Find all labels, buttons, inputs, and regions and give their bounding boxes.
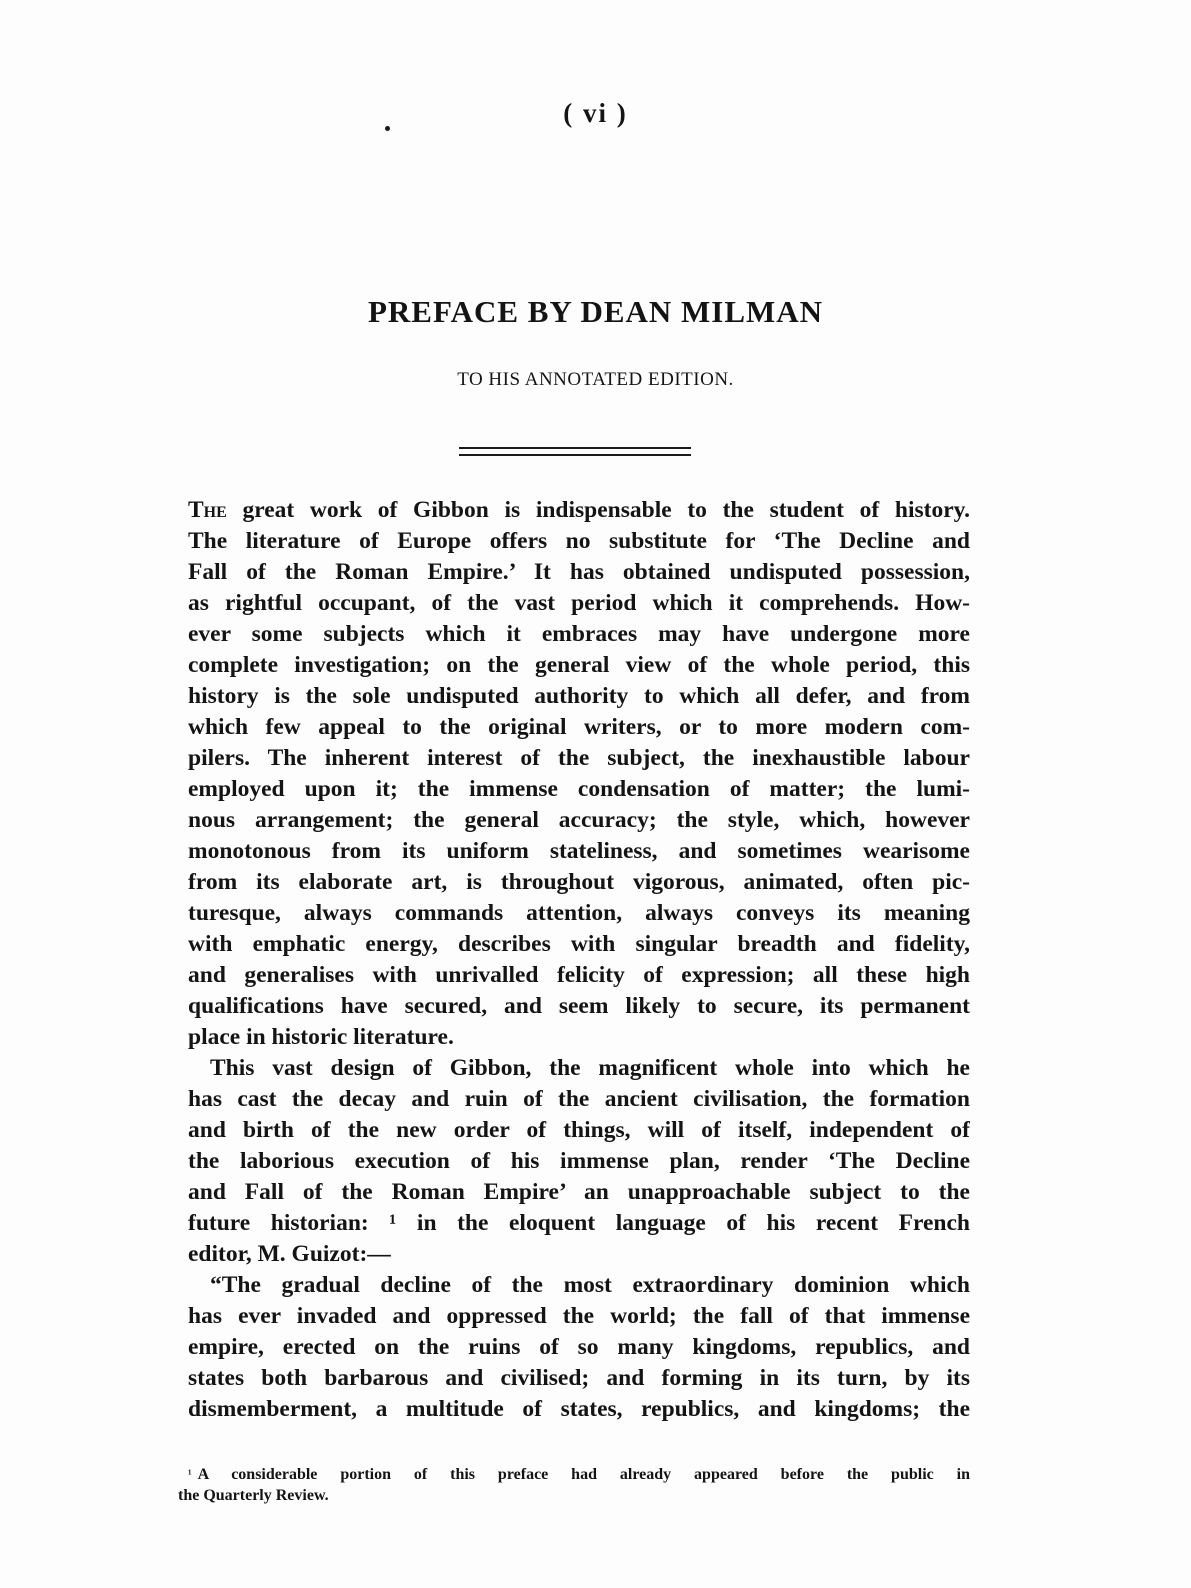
- preface-body: [188, 495, 970, 1425]
- paragraph-line: and Fall of the Roman Empire’ an unapproachable subject to the: [188, 1179, 970, 1205]
- title-rule-bottom: [459, 454, 691, 456]
- paragraph-line: “The gradual decline of the most extraordinary dominion which: [210, 1272, 970, 1298]
- paragraph-line: The literature of Europe offers no substitute for ‘The Decline and: [188, 528, 970, 554]
- paragraph-line: pilers. The inherent interest of the subject, the inexhaustible labour: [188, 745, 970, 771]
- paragraph-line: turesque, always commands attention, always conveys its meaning: [188, 900, 970, 926]
- line-text: great work of Gibbon is indispensable to the student of history.: [242, 497, 970, 523]
- paragraph-line: as rightful occupant, of the vast period which it comprehends. How-: [188, 590, 970, 616]
- paragraph-line: qualifications have secured, and seem likely to secure, its permanent: [188, 993, 970, 1019]
- paragraph-line: future historian: ¹ in the eloquent language of his recent French: [188, 1210, 970, 1236]
- paragraph-line: history is the sole undisputed authority to which all defer, and from: [188, 683, 970, 709]
- paragraph-line: monotonous from its uniform stateliness, and sometimes wearisome: [188, 838, 970, 864]
- footnote-line: the Quarterly Review.: [178, 1487, 329, 1504]
- footnote-marker: ¹: [188, 1467, 192, 1481]
- page-subtitle: TO HIS ANNOTATED EDITION.: [457, 369, 734, 390]
- paragraph-line: [188, 495, 970, 526]
- paragraph-line: has cast the decay and ruin of the ancient civilisation, the formation: [188, 1086, 970, 1112]
- paragraph-line: complete investigation; on the general view of the whole period, this: [188, 652, 970, 678]
- page-number: ( vi ): [563, 98, 628, 128]
- footnote: [178, 1464, 970, 1506]
- paragraph-line: dismemberment, a multitude of states, republics, and kingdoms; the: [188, 1396, 970, 1422]
- paragraph-line: place in historic literature.: [188, 1024, 454, 1050]
- title-rule-top: [459, 447, 691, 449]
- footnote-line: [178, 1464, 970, 1485]
- paragraph-line: nous arrangement; the general accuracy; the style, which, however: [188, 807, 970, 833]
- opening-word: The: [188, 497, 227, 523]
- paragraph-line: which few appeal to the original writers, or to more modern com-: [188, 714, 970, 740]
- paragraph-line: ever some subjects which it embraces may have undergone more: [188, 621, 970, 647]
- paragraph-line: the laborious execution of his immense plan, render ‘The Decline: [188, 1148, 970, 1174]
- print-speck: [385, 126, 390, 131]
- paragraph-line: employed upon it; the immense condensation of matter; the lumi-: [188, 776, 970, 802]
- footnote-text: A considerable portion of this preface had already appeared before the public in: [197, 1466, 970, 1483]
- paragraph-line: Fall of the Roman Empire.’ It has obtained undisputed possession,: [188, 559, 970, 585]
- paragraph-line: This vast design of Gibbon, the magnificent whole into which he: [210, 1055, 970, 1081]
- paragraph-line: has ever invaded and oppressed the world; the fall of that immense: [188, 1303, 970, 1329]
- paragraph-line: from its elaborate art, is throughout vigorous, animated, often pic-: [188, 869, 970, 895]
- paragraph-line: and birth of the new order of things, will of itself, independent of: [188, 1117, 970, 1143]
- paragraph-line: and generalises with unrivalled felicity of expression; all these high: [188, 962, 970, 988]
- paragraph-line: empire, erected on the ruins of so many kingdoms, republics, and: [188, 1334, 970, 1360]
- paragraph-line: with emphatic energy, describes with singular breadth and fidelity,: [188, 931, 970, 957]
- paragraph-line: editor, M. Guizot:—: [188, 1241, 391, 1267]
- paragraph-line: states both barbarous and civilised; and forming in its turn, by its: [188, 1365, 970, 1391]
- page-title: PREFACE BY DEAN MILMAN: [367, 294, 824, 329]
